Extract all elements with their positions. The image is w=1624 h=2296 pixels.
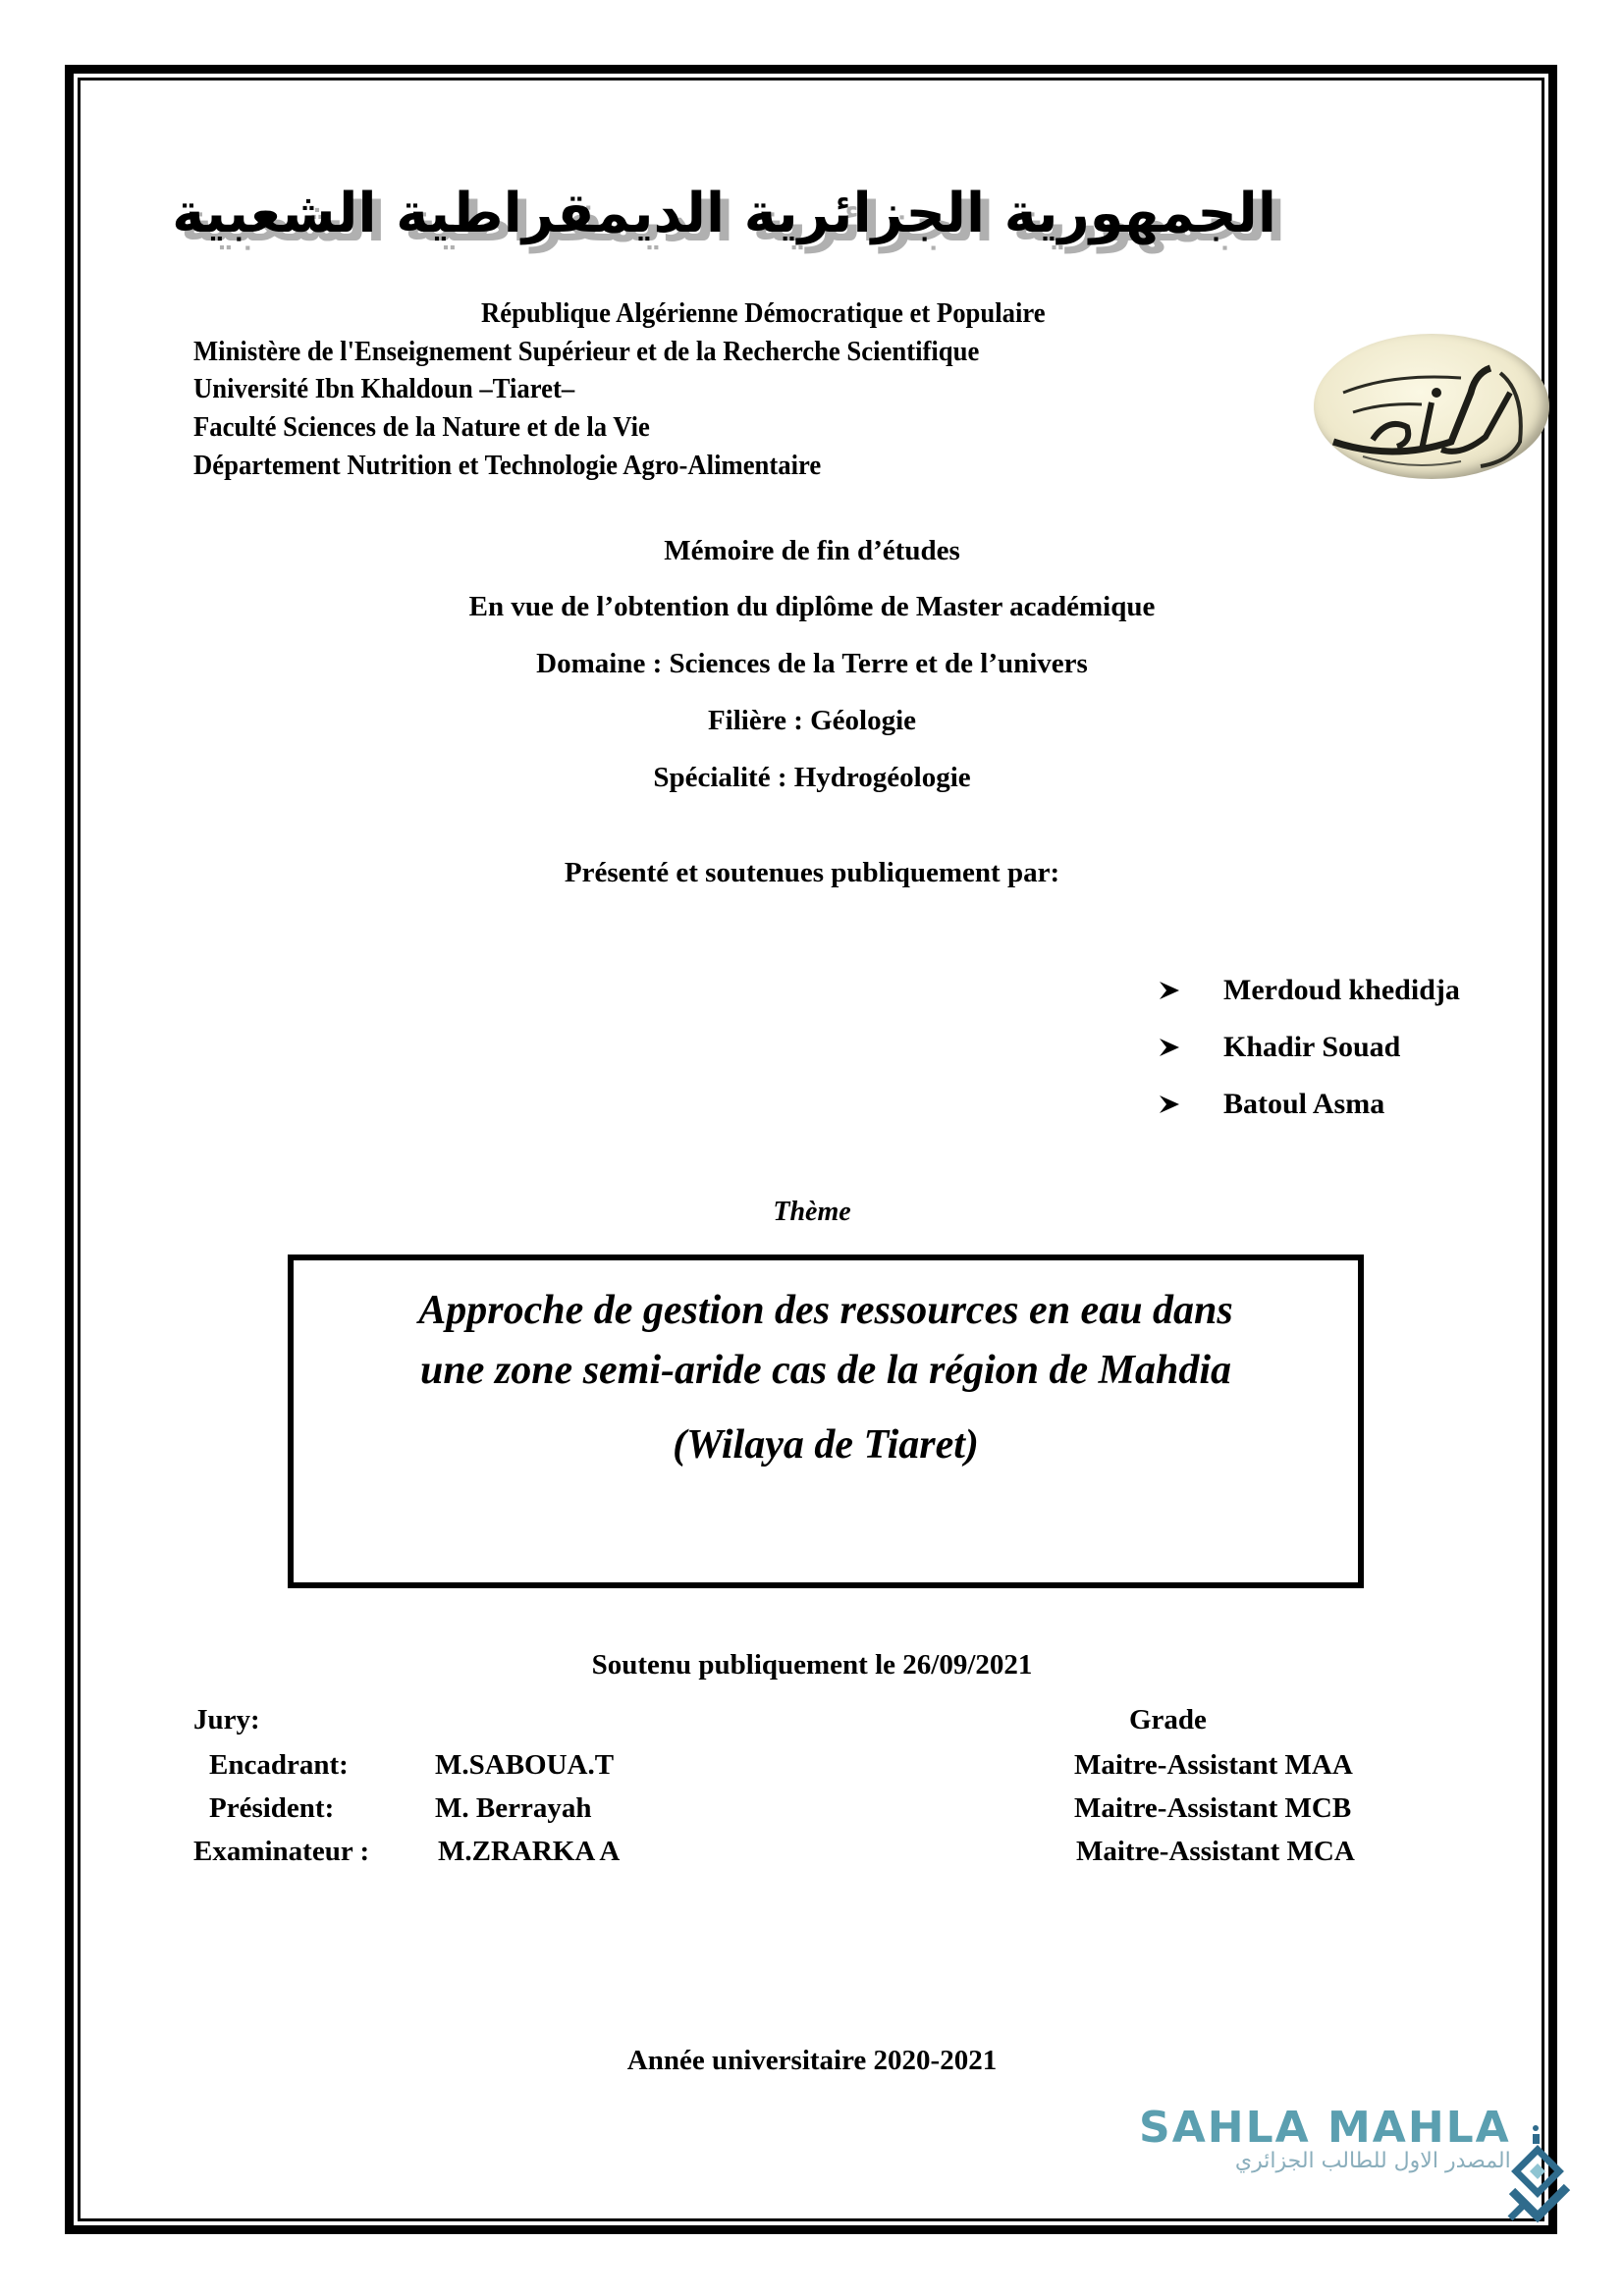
department-line: Département Nutrition et Technologie Agro-Alimentaire xyxy=(193,450,822,481)
jury-grade: Maitre-Assistant MCA xyxy=(1076,1836,1355,1867)
author-name: Khadir Souad xyxy=(1223,1031,1401,1063)
jury-name: M.SABOUA.T xyxy=(435,1749,615,1781)
author-item xyxy=(1159,1019,1460,1076)
faculty-line: Faculté Sciences de la Nature et de la Vie xyxy=(193,411,650,443)
university-seal-icon xyxy=(1314,334,1549,479)
university-line: Université Ibn Khaldoun –Tiaret– xyxy=(193,373,575,404)
academic-year: Année universitaire 2020-2021 xyxy=(626,2045,998,2076)
sahla-mahla-logo-icon xyxy=(1502,2122,1573,2228)
author-name: Batoul Asma xyxy=(1223,1088,1385,1120)
grade-header: Grade xyxy=(1129,1704,1207,1735)
memoire-purpose: En vue de l’obtention du diplôme de Master académique xyxy=(468,591,1156,622)
defense-date: Soutenu publiquement le 26/09/2021 xyxy=(591,1649,1033,1681)
jury-role: Président: xyxy=(209,1792,335,1824)
theme-title-line-1: Approche de gestion des ressources en eau dans xyxy=(418,1288,1233,1333)
watermark-brand: SAHLA MAHLA xyxy=(1139,2103,1511,2153)
arrow-bullet-icon xyxy=(1159,1094,1180,1115)
author-item xyxy=(1159,962,1460,1019)
jury-role: Examinateur : xyxy=(193,1836,370,1867)
arrow-bullet-icon xyxy=(1159,980,1180,1001)
jury-grade: Maitre-Assistant MAA xyxy=(1074,1749,1353,1781)
jury-name: M.ZRARKA A xyxy=(438,1836,621,1867)
jury-role: Encadrant: xyxy=(209,1749,349,1781)
jury-grade: Maitre-Assistant MCB xyxy=(1074,1792,1352,1824)
authors-list xyxy=(1159,962,1460,1133)
theme-box xyxy=(288,1255,1364,1588)
presented-by-label: Présenté et soutenues publiquement par: xyxy=(564,857,1060,888)
republic-line: République Algérienne Démocratique et Populaire xyxy=(481,297,1046,329)
ministry-line: Ministère de l'Enseignement Supérieur et de la Recherche Scientifique xyxy=(193,336,980,367)
arabic-republic-title: الجمهورية الجزائرية الديمقراطية الشعبية xyxy=(172,182,1276,245)
memoire-filiere: Filière : Géologie xyxy=(707,705,917,736)
theme-title-line-3: (Wilaya de Tiaret) xyxy=(673,1422,979,1468)
memoire-domain: Domaine : Sciences de la Terre et de l’univers xyxy=(536,648,1088,679)
theme-label: Thème xyxy=(773,1197,851,1227)
watermark-tagline: المصدر الاول للطالب الجزائري xyxy=(1234,2149,1511,2173)
memoire-specialite: Spécialité : Hydrogéologie xyxy=(653,762,971,793)
author-item xyxy=(1159,1076,1460,1133)
author-name: Merdoud khedidja xyxy=(1223,974,1460,1006)
sahla-mahla-watermark xyxy=(1139,2103,1511,2173)
theme-title-line-2: une zone semi-aride cas de la région de Mahdia xyxy=(420,1348,1231,1393)
memoire-title: Mémoire de fin d’études xyxy=(664,535,960,566)
arrow-bullet-icon xyxy=(1159,1037,1180,1058)
jury-name: M. Berrayah xyxy=(435,1792,592,1824)
jury-label: Jury: xyxy=(193,1704,260,1735)
